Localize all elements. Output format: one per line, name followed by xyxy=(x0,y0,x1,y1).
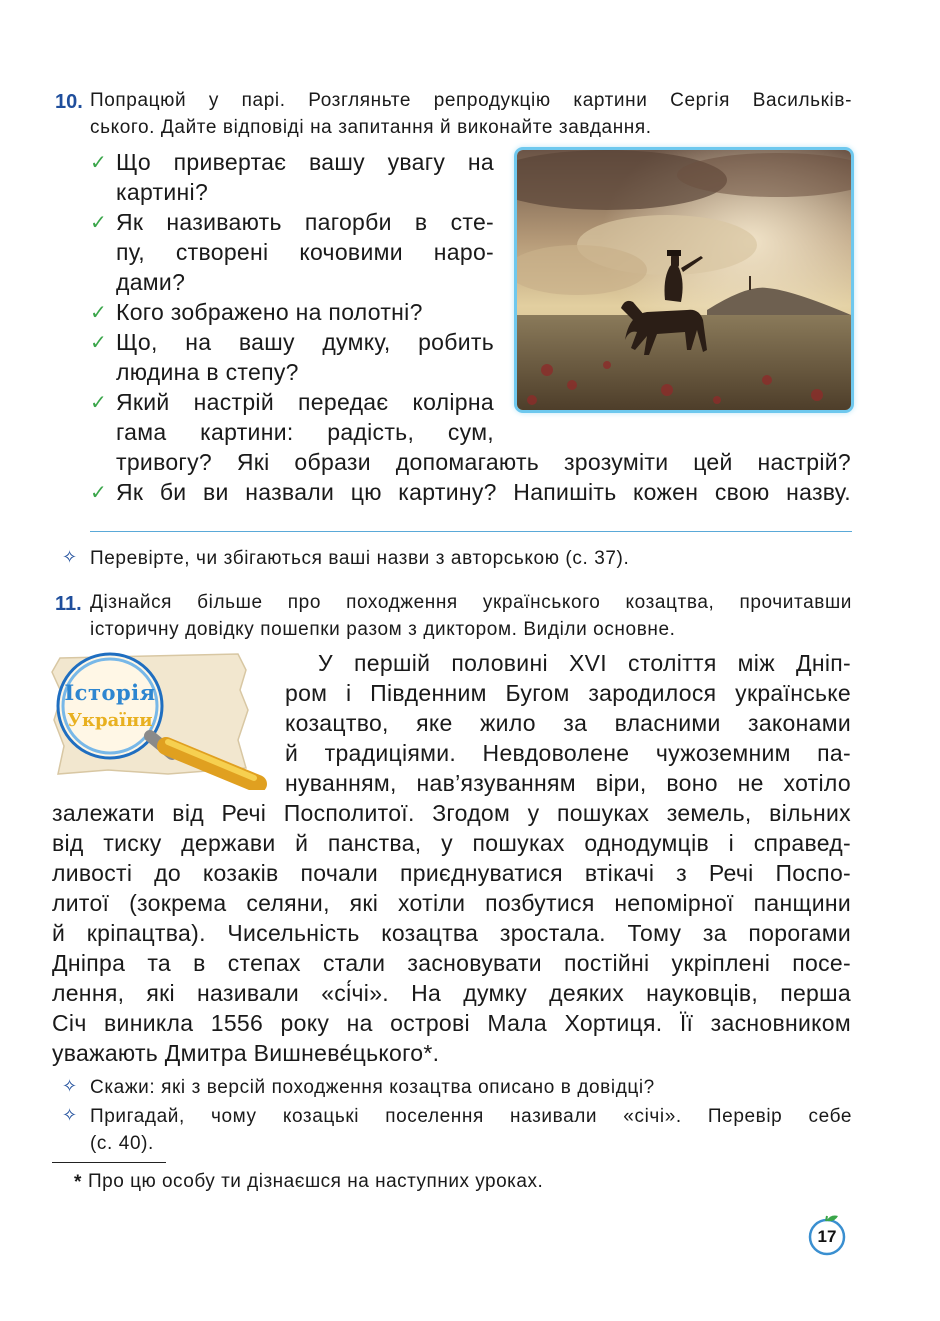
question-3-line-1: Кого зображено на полотні? xyxy=(116,299,423,325)
question-2-line-1: Як називають пагорби в сте- xyxy=(116,209,494,235)
question-6-line-1: Як би ви назвали цю картину? Напишіть кожен свою назву. xyxy=(116,479,851,505)
question-1-line-2: картині? xyxy=(116,179,209,205)
check-icon: ✓ xyxy=(90,152,107,174)
history-text-line-9: литої (зокрема селяни, які хотіли позбутися непомірної панщини xyxy=(52,890,851,916)
history-text-line-1: У першій половині XVI століття між Дніп- xyxy=(318,650,851,676)
question-2-line-2: пу, створені кочовими наро- xyxy=(116,239,494,265)
history-text-line-7: від тиску держави й панства, у пошуках однодумців і справед- xyxy=(52,830,851,856)
history-text-line-3: козацтво, яке жило за власними законами xyxy=(285,710,851,736)
task-11-instruction-line-1: Дізнайся більше про походження українського козацтва, прочитавши xyxy=(90,592,852,613)
page-number: 17 xyxy=(817,1227,837,1246)
footnote-text: Про цю особу ти дізнаєшся на наступних уроках. xyxy=(88,1171,544,1192)
history-text-line-8: ливості до козаків почали приєднуватися втікачі з Речі Поспо- xyxy=(52,860,851,886)
check-icon: ✓ xyxy=(90,212,107,234)
footnote-separator xyxy=(52,1162,166,1163)
history-text-line-11: Дніпра та в степах стали засновувати постійні укріплені посе- xyxy=(52,950,851,976)
diamond-icon: ✧ xyxy=(62,1076,78,1096)
task-11-instruction-line-2: історичну довідку пошепки разом з диктором. Виділи основне. xyxy=(90,619,676,640)
history-text-line-6: залежати від Речі Посполитої. Згодом у пошуках земель, вільних xyxy=(52,800,851,826)
badge-line-2: України xyxy=(67,710,153,731)
task-10-number: 10. xyxy=(55,91,83,113)
task-10-check-note: Перевірте, чи збігаються ваші назви з авторською (с. 37). xyxy=(90,548,630,569)
divider-line xyxy=(90,531,852,532)
history-text-line-14: уважають Дмитра Вишневе́цького*. xyxy=(52,1040,440,1066)
question-4-line-2: людина в степу? xyxy=(116,359,299,385)
history-text-line-12: лення, які називали «сі́чі». На думку деяких науковців, перша xyxy=(52,980,851,1006)
task-10-instruction-line-2: ського. Дайте відповіді на запитання й виконайте завдання. xyxy=(90,117,652,138)
history-text-line-5: нуванням, нав’язуванням віри, воно не хотіло xyxy=(285,770,851,796)
footnote-mark: * xyxy=(74,1172,82,1193)
diamond-icon: ✧ xyxy=(62,547,78,567)
badge-line-1: Історія xyxy=(64,680,156,705)
question-4-line-1: Що, на вашу думку, робить xyxy=(116,329,494,355)
question-5-line-3: тривогу? Які образи допомагають зрозуміти цей настрій? xyxy=(116,449,851,475)
check-icon: ✓ xyxy=(90,482,107,504)
check-icon: ✓ xyxy=(90,302,107,324)
history-text-line-10: й кріпацтва). Чисельність козацтва зростала. Тому за порогами xyxy=(52,920,851,946)
subtask-2-line-1: Пригадай, чому козацькі поселення називали «січі». Перевір себе xyxy=(90,1106,852,1127)
check-icon: ✓ xyxy=(90,392,107,414)
task-10-instruction-line-1: Попрацюй у парі. Розгляньте репродукцію картини Сергія Васильків- xyxy=(90,90,852,111)
page-number-badge xyxy=(805,1212,849,1256)
subtask-2-line-2: (с. 40). xyxy=(90,1133,154,1154)
painting-image xyxy=(517,150,851,410)
check-icon: ✓ xyxy=(90,332,107,354)
question-5-line-2: гама картини: радість, сум, xyxy=(116,419,494,445)
subtask-1-line-1: Скажи: які з версій походження козацтва описано в довідці? xyxy=(90,1077,655,1098)
question-1-line-1: Що привертає вашу увагу на xyxy=(116,149,494,175)
question-2-line-3: дами? xyxy=(116,269,186,295)
history-text-line-4: й традиціями. Невдоволене чужоземним па- xyxy=(285,740,851,766)
painting-reproduction xyxy=(517,150,851,410)
question-5-line-1: Який настрій передає колірна xyxy=(116,389,494,415)
task-11-number: 11. xyxy=(55,593,82,615)
diamond-icon: ✧ xyxy=(62,1105,78,1125)
history-badge xyxy=(48,650,268,790)
history-text-line-2: ром і Південним Бугом зародилося українське xyxy=(285,680,851,706)
history-text-line-13: Січ виникла 1556 року на острові Мала Хортиця. Її засновником xyxy=(52,1010,851,1036)
